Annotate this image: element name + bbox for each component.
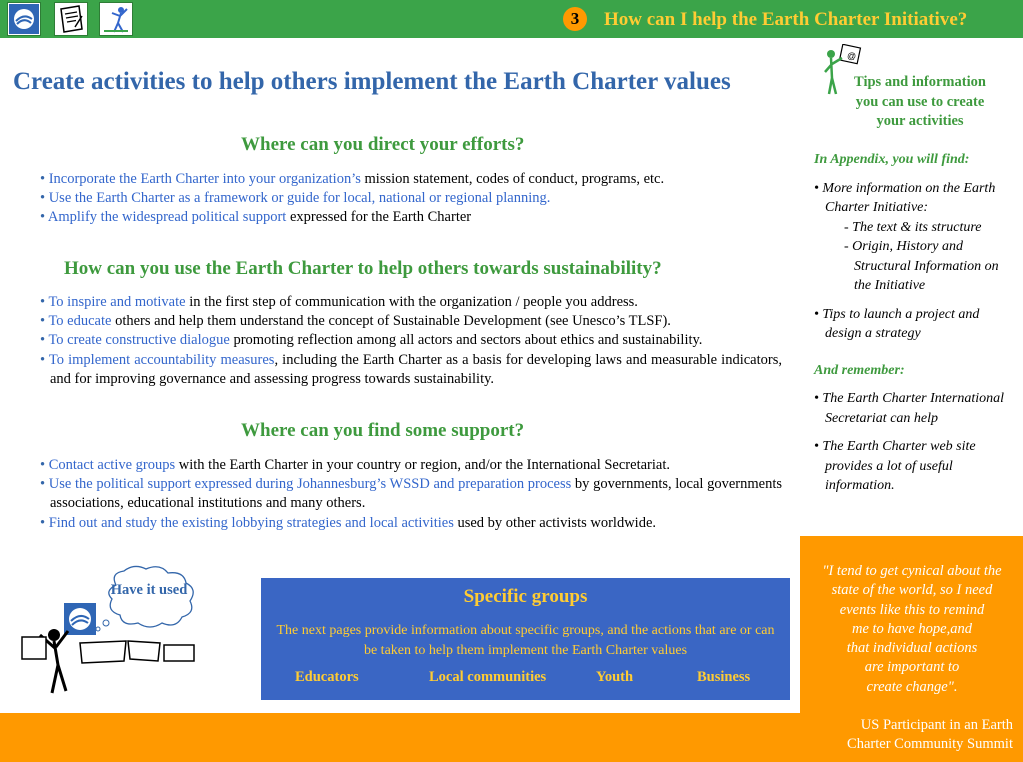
remember-item: • The Earth Charter web site provides a lot of useful information.: [814, 439, 976, 493]
quote-line: that individual actions: [846, 640, 978, 657]
quote-line: "I tend to get cynical about the: [822, 563, 1002, 579]
list-item-highlight: To implement accountability measures: [48, 351, 275, 368]
list-item: [40, 189, 782, 208]
tips-title: Tips and information you can use to create your activities: [854, 74, 986, 129]
figure-icon[interactable]: [99, 2, 133, 36]
earth-charter-logo-icon[interactable]: [7, 2, 41, 36]
groups-description: The next pages provide information about specific groups, and the actions that are or can be taken to help them implement the Earth Charter values: [276, 623, 775, 658]
list-item: [40, 514, 782, 533]
section-heading-efforts: Where can you direct your efforts?: [241, 134, 525, 155]
quote-text: [806, 562, 1018, 697]
section-heading-support: Where can you find some support?: [241, 420, 525, 441]
list-item-highlight: Contact active groups: [48, 457, 176, 473]
list-item: [40, 312, 782, 331]
remember-item-text: The Earth Charter International Secretariat can help: [822, 391, 1005, 426]
thought-cloud-text: Have it used: [110, 582, 188, 598]
list-item-text: used by other activists worldwide.: [453, 514, 657, 531]
list-item-text: mission statement, codes of conduct, programs, etc.: [360, 171, 665, 187]
list-item-highlight: To create constructive dialogue: [48, 332, 230, 349]
list-item: [40, 456, 782, 475]
list-item-text: promoting reflection among all actors and sectors about ethics and sustainability.: [229, 332, 703, 349]
appendix-heading: In Appendix, you will find:: [814, 152, 970, 167]
list-item-highlight: To inspire and motivate: [48, 294, 186, 310]
footer-band: [0, 713, 800, 762]
list-item-text: expressed for the Earth Charter: [286, 209, 472, 226]
page-title: Create activities to help others implement the Earth Charter values: [13, 68, 731, 95]
remember-item-text: The Earth Charter web site provides a lot of useful information.: [822, 439, 976, 493]
attribution-line: Charter Community Summit: [847, 736, 1013, 753]
list-item-highlight: To educate: [48, 313, 112, 330]
group-link-youth[interactable]: Youth: [596, 669, 634, 685]
section-heading-use: How can you use the Earth Charter to help others towards sustainability?: [64, 258, 662, 279]
list-item: [40, 170, 782, 189]
use-list: [40, 293, 782, 389]
svg-text:@: @: [847, 51, 857, 61]
list-item-highlight: Use the political support expressed during Johannesburg’s WSSD and preparation process: [48, 476, 572, 493]
support-list: [40, 456, 782, 533]
list-item: [40, 331, 782, 350]
attribution-line: US Participant in an Earth: [860, 717, 1013, 733]
list-item-highlight: Find out and study the existing lobbying strategies and local activities: [48, 514, 454, 531]
list-item-highlight: Incorporate the Earth Charter into your organization’s: [48, 171, 361, 187]
list-item-text: with the Earth Charter in your country or region, and/or the International Secretariat.: [175, 457, 670, 473]
quote-line: events like this to remind: [839, 601, 985, 618]
specific-groups-box: [261, 578, 790, 700]
group-link-business[interactable]: Business: [697, 669, 751, 685]
list-item-text: , including the Earth Charter as a basis for developing laws and measurable indicators, and for improving governance and assessing progress towards sustainability.: [50, 351, 782, 387]
quote-line: are important to: [864, 659, 960, 676]
list-item: [40, 293, 782, 312]
remember-heading: And remember:: [814, 362, 905, 378]
top-bar: [0, 0, 1023, 38]
efforts-list: [40, 170, 782, 228]
quote-line: me to have hope,and: [852, 620, 972, 637]
step-number-badge: 3: [563, 7, 587, 31]
appendix-subitem: - The text & its structure: [844, 219, 982, 235]
document-icon[interactable]: [54, 2, 88, 36]
appendix-sublist: [814, 218, 1019, 296]
list-item-text: by governments, local governments associations, educational institutions and many others.: [50, 476, 783, 512]
list-item: [40, 475, 782, 513]
appendix-item-text: Tips to launch a project and design a strategy: [822, 306, 980, 341]
group-link-local-communities[interactable]: Local communities: [429, 669, 547, 685]
appendix-item: • Tips to launch a project and design a strategy: [814, 306, 980, 341]
list-item-highlight: Amplify the widespread political support: [47, 209, 287, 226]
list-item-highlight: Use the Earth Charter as a framework or guide for local, national or regional planning.: [48, 190, 551, 207]
list-item-text: in the first step of communication with the organization / people you address.: [185, 294, 638, 310]
quote-line: state of the world, so I need: [831, 582, 993, 599]
appendix-subitem: - Origin, History and Structural Information on the Initiative: [844, 239, 999, 293]
remember-item: • The Earth Charter International Secretariat can help: [814, 391, 1005, 426]
list-item: [40, 208, 782, 227]
header-title: How can I help the Earth Charter Initiative?: [604, 9, 968, 30]
groups-title: Specific groups: [463, 586, 588, 607]
list-item: [40, 351, 782, 389]
list-item-text: others and help them understand the concept of Sustainable Development (see Unesco’s TLSF).: [111, 313, 671, 330]
group-link-educators[interactable]: Educators: [295, 669, 359, 685]
appendix-item: • More information on the Earth Charter Initiative:: [814, 180, 996, 215]
appendix-block: [814, 150, 1019, 496]
quote-line: create change".: [866, 678, 958, 695]
appendix-item-text: More information on the Earth Charter Initiative:: [822, 180, 996, 215]
quote-attribution: [806, 716, 1013, 755]
